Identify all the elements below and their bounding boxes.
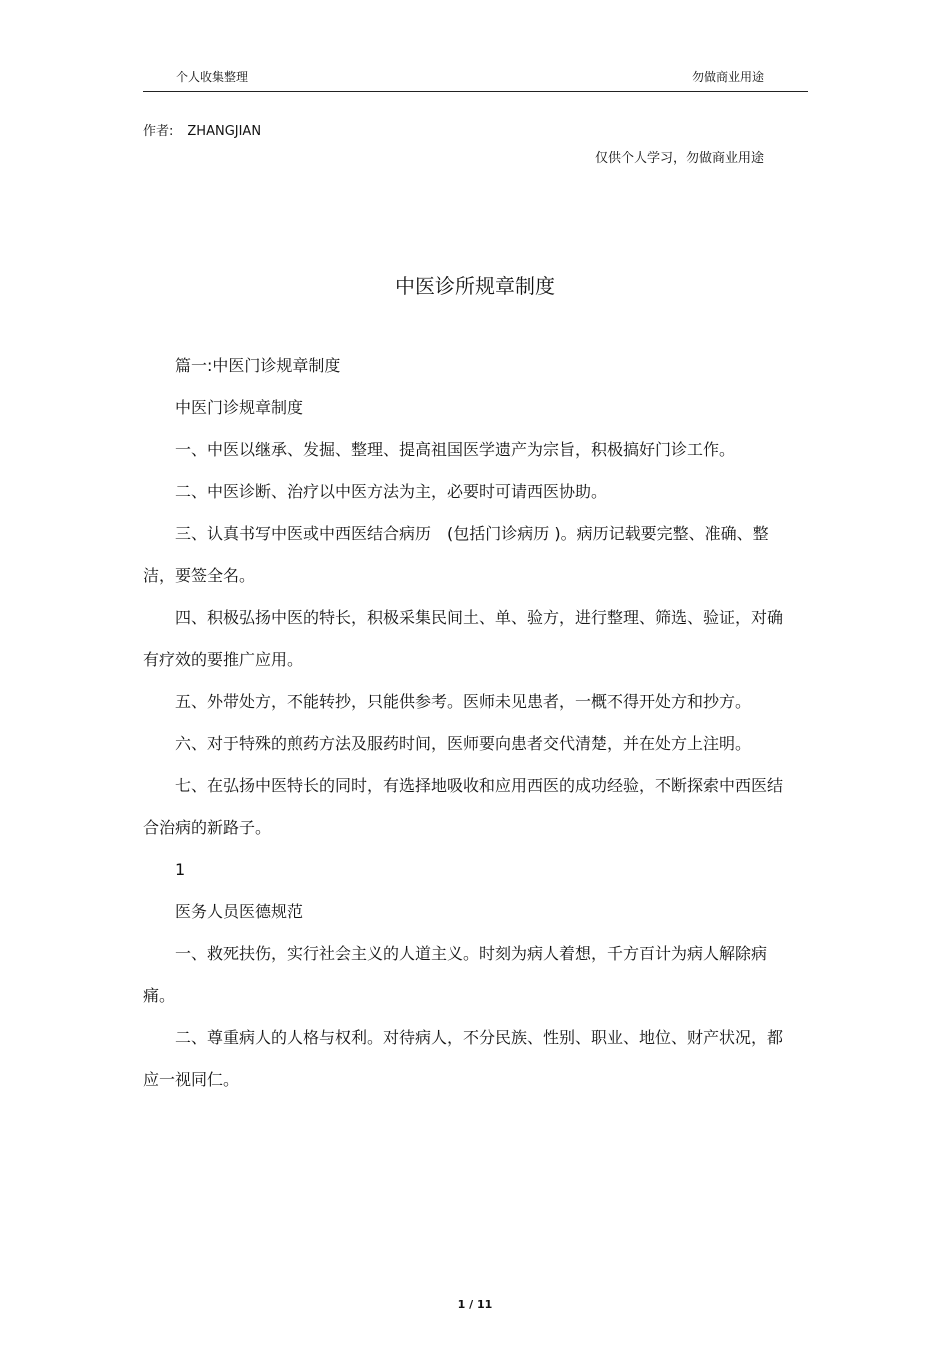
paragraph: 中医门诊规章制度: [175, 398, 304, 417]
author-label: 作者:: [143, 124, 174, 139]
paragraph: 篇一:中医门诊规章制度: [175, 356, 341, 375]
document-body: [143, 345, 793, 1101]
section-number: 1: [175, 860, 186, 879]
document-title: 中医诊所规章制度: [395, 274, 555, 298]
paragraph: 三、认真书写中医或中西医结合病历 (包括门诊病历 )。病历记载要完整、准确、整洁，要签全名。: [143, 524, 769, 585]
page-number: 1 / 11: [457, 1298, 493, 1311]
paragraph: 四、积极弘扬中医的特长，积极采集民间土、单、验方，进行整理、筛选、验证，对确有疗效的要推广应用。: [143, 608, 784, 669]
header-right-text: 勿做商业用途: [691, 70, 764, 84]
usage-notice: 仅供个人学习，勿做商业用途: [594, 151, 764, 166]
author-name: ZHANGJIAN: [187, 124, 262, 139]
paragraph: 二、中医诊断、治疗以中医方法为主，必要时可请西医协助。: [175, 482, 608, 501]
author-line: [143, 120, 261, 139]
header-left-text: 个人收集整理: [176, 70, 249, 84]
paragraph: 七、在弘扬中医特长的同时，有选择地吸收和应用西医的成功经验，不断探索中西医结合治病的新路子。: [143, 776, 784, 837]
paragraph: 一、中医以继承、发掘、整理、提高祖国医学遗产为宗旨，积极搞好门诊工作。: [175, 440, 736, 459]
header-divider: [143, 91, 808, 92]
paragraph: 一、救死扶伤，实行社会主义的人道主义。时刻为病人着想，千方百计为病人解除病痛。: [143, 944, 768, 1005]
paragraph: 医务人员医德规范: [175, 902, 304, 921]
paragraph: 二、尊重病人的人格与权利。对待病人，不分民族、性别、职业、地位、财产状况，都应一视同仁。: [143, 1028, 784, 1089]
paragraph: 六、对于特殊的煎药方法及服药时间，医师要向患者交代清楚，并在处方上注明。: [175, 734, 752, 753]
paragraph: 五、外带处方，不能转抄，只能供参考。医师未见患者，一概不得开处方和抄方。: [175, 692, 752, 711]
